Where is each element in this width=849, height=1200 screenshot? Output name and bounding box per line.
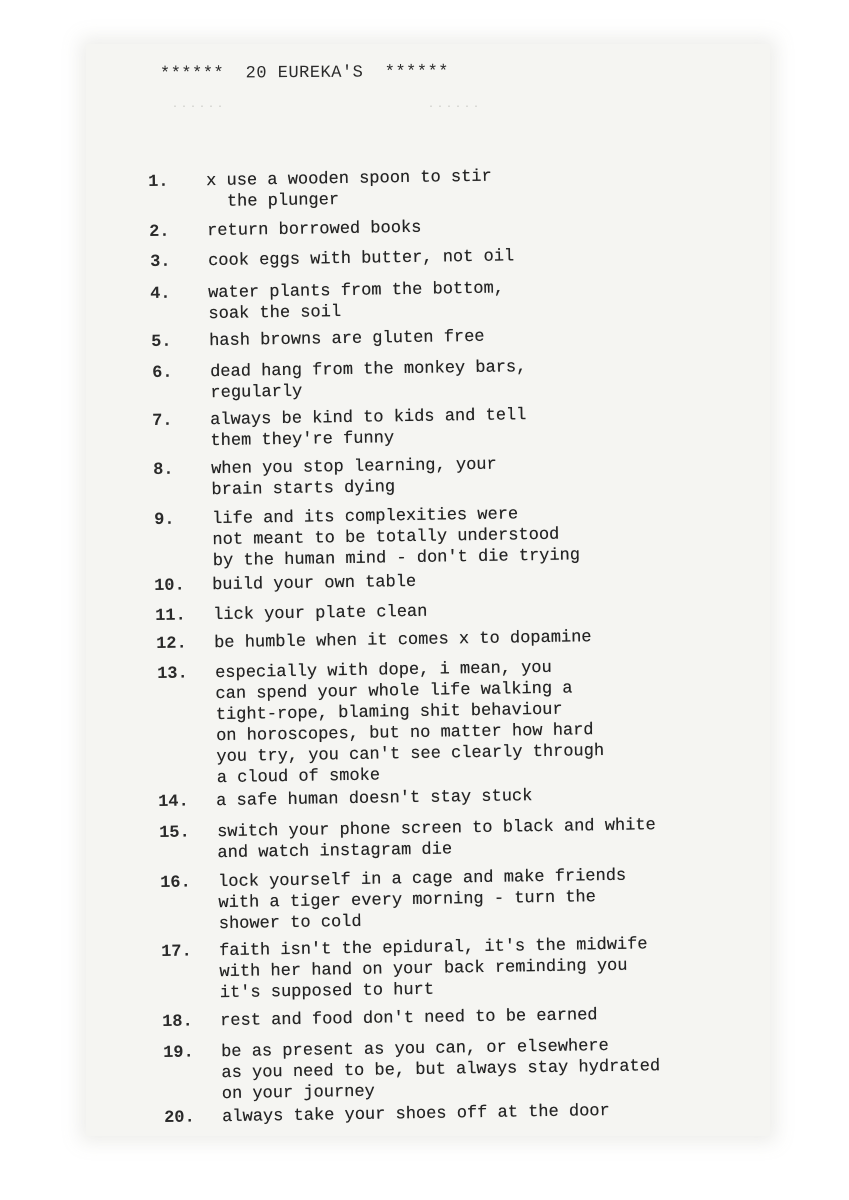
item-text: cook eggs with butter, not oil	[208, 247, 515, 272]
item-number: 9.	[154, 510, 175, 530]
item-number: 8.	[153, 460, 174, 480]
item-number: 7.	[152, 411, 173, 431]
item-text: build your own table	[212, 572, 417, 596]
item-text: be humble when it comes x to dopamine	[214, 628, 592, 654]
ghost-mark-right: ......	[428, 100, 483, 111]
item-number: 15.	[159, 823, 190, 843]
item-text: water plants from the bottom, soak the soil	[208, 279, 505, 325]
item-text: hash browns are gluten free	[209, 327, 485, 352]
item-text: rest and food don't need to be earned	[220, 1006, 598, 1032]
item-text: when you stop learning, your brain starts dying	[211, 455, 497, 501]
item-text: life and its complexities were not meant to be totally understood by the human mind - don't die trying	[212, 505, 581, 572]
item-text: lock yourself in a cage and make friends with a tiger every morning - turn the shower to cold	[218, 866, 627, 935]
item-number: 19.	[163, 1043, 194, 1063]
item-number: 10.	[154, 576, 185, 596]
item-number: 3.	[150, 252, 171, 272]
item-text: a safe human doesn't stay stuck	[216, 787, 533, 812]
item-text: dead hang from the monkey bars, regularly	[210, 358, 527, 404]
item-number: 2.	[149, 222, 170, 242]
item-text: be as present as you can, or elsewhere as you need to be, but always stay hydrated on your journey	[221, 1036, 661, 1105]
item-number: 16.	[160, 873, 191, 893]
item-number: 1.	[148, 172, 169, 192]
item-number: 5.	[151, 332, 172, 352]
item-text: return borrowed books	[207, 218, 422, 242]
item-text: always be kind to kids and tell them they're funny	[210, 406, 527, 452]
item-number: 17.	[161, 942, 192, 962]
page-title: ****** 20 EUREKA'S ******	[159, 62, 450, 85]
item-number: 18.	[162, 1012, 193, 1032]
item-text: always take your shoes off at the door	[222, 1101, 610, 1128]
item-number: 4.	[150, 284, 171, 304]
item-text: faith isn't the epidural, it's the midwife with her hand on your back reminding you it's supposed to hurt	[219, 935, 648, 1004]
ghost-mark-left: ......	[172, 100, 227, 111]
item-number: 11.	[155, 606, 186, 626]
item-number: 6.	[152, 363, 173, 383]
item-text: x use a wooden spoon to stir the plunger	[206, 167, 492, 213]
item-number: 14.	[158, 792, 189, 812]
item-number: 12.	[156, 634, 187, 654]
item-number: 20.	[164, 1108, 195, 1128]
item-text: especially with dope, i mean, you can spend your whole life walking a tight-rope, blaming shit behaviour on horoscopes, but no matter how hard you try, you can't see clearly through a cloud of smoke	[215, 658, 605, 789]
item-number: 13.	[157, 664, 188, 684]
item-text: switch your phone screen to black and white and watch instagram die	[217, 816, 656, 864]
item-text: lick your plate clean	[213, 602, 428, 626]
